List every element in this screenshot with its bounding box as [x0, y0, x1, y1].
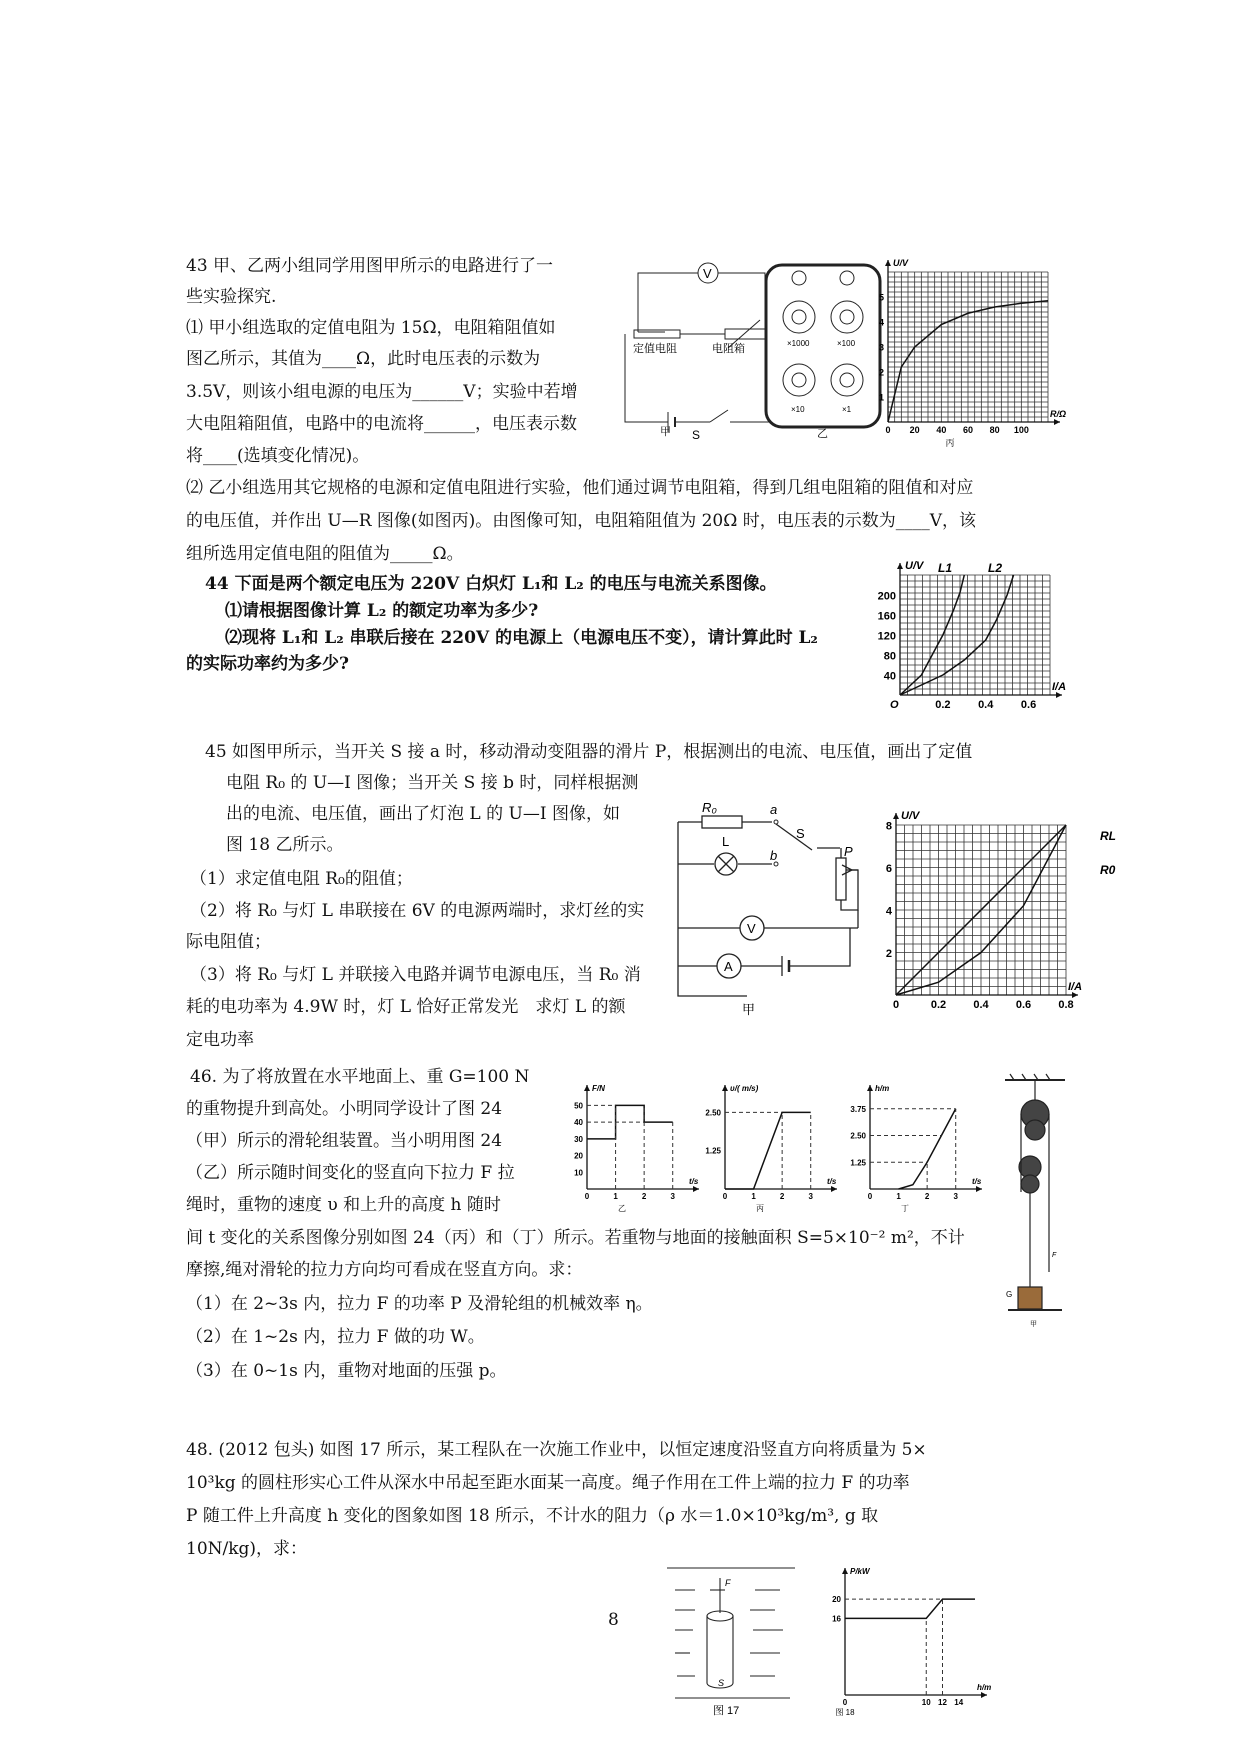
q48-fig17-caption: 图 17 — [713, 1705, 740, 1717]
q46-question-1: （1）在 2~3s 内，拉力 F 的功率 P 及滑轮组的机械效率 η。 — [186, 1294, 653, 1314]
q46-line-1: 46. 为了将放置在水平地面上、重 G=100 N — [190, 1067, 530, 1087]
y-tick-label: 2.50 — [850, 1131, 866, 1141]
q45-question-3c: 定电功率 — [186, 1030, 254, 1050]
y-tick-label: 1 — [878, 392, 884, 403]
q46-line-2: 的重物提升到高处。小明同学设计了图 24 — [186, 1099, 503, 1119]
x-tick-label: 0.6 — [1020, 699, 1037, 711]
y-tick-label: 200 — [877, 590, 896, 603]
x-tick-label: 3 — [670, 1192, 675, 1201]
y-tick-label: 160 — [877, 610, 896, 623]
x-tick-label: 2 — [779, 1192, 785, 1201]
q48-force-label: F — [725, 1578, 731, 1588]
q43-dial-1000: ×1000 — [787, 339, 810, 348]
x-axis-arrow — [693, 1186, 699, 1192]
y-tick-label: 120 — [877, 630, 896, 643]
x-axis-arrow — [1054, 419, 1060, 425]
x-axis-label: t/s — [827, 1177, 837, 1186]
chart-caption: 丁 — [901, 1204, 909, 1213]
q43-circuit-figure — [620, 262, 770, 442]
q46-weight-label: G — [1006, 1290, 1013, 1299]
x-axis-arrow — [981, 1692, 987, 1698]
x-tick-label: 0 — [842, 1698, 848, 1707]
series-line-0 — [845, 1599, 975, 1618]
q43-resistance-box-figure — [763, 262, 883, 432]
y-tick-label: 50 — [574, 1101, 583, 1111]
y-axis-label: U/V — [901, 810, 920, 822]
x-tick-label: 60 — [962, 425, 974, 435]
y-tick-label: 10 — [574, 1168, 583, 1178]
q43-dial-10: ×10 — [791, 405, 805, 414]
q45-line-3: 出的电流、电压值，画出了灯泡 L 的 U—I 图像，如 — [226, 804, 620, 824]
series-line-0 — [899, 1109, 956, 1189]
q46-force-chart — [562, 1075, 702, 1215]
q48-area-label: S — [718, 1678, 725, 1688]
q46-velocity-chart — [700, 1075, 840, 1215]
y-tick-label: 2.50 — [705, 1108, 721, 1118]
q45-question-1: （1）求定值电阻 R₀的阻值； — [190, 869, 413, 889]
q45-switch-label: S — [796, 826, 805, 841]
x-axis-label: t/s — [972, 1177, 982, 1186]
q43-dial-100: ×100 — [837, 339, 856, 348]
x-tick-label: 0 — [867, 1192, 873, 1201]
x-tick-label: 12 — [938, 1698, 947, 1707]
q48-line-3: P 随工件上升高度 h 变化的图象如图 18 所示，不计水的阻力（ρ 水＝1.0×10³kg/m³, g 取 — [186, 1506, 879, 1526]
x-tick-label: 1 — [613, 1192, 618, 1201]
y-tick-label: 80 — [883, 650, 896, 663]
y-tick-label: 1.25 — [705, 1146, 721, 1156]
q46-line-6: 间 t 变化的关系图像分别如图 24（丙）和（丁）所示。若重物与地面的接触面积 S=5×10⁻² m²，不计 — [186, 1228, 965, 1248]
x-tick-label: 0.2 — [935, 699, 951, 711]
x-tick-label: 0.4 — [978, 699, 994, 711]
y-axis-arrow — [867, 1085, 873, 1091]
q45-b-label: b — [770, 848, 778, 863]
x-tick-label: 3 — [808, 1192, 813, 1201]
y-tick-label: 2 — [878, 367, 884, 378]
x-tick-label: 2 — [924, 1192, 930, 1201]
q45-voltmeter-label: V — [747, 921, 756, 936]
q46-pulley-figure — [1000, 1072, 1070, 1337]
y-tick-label: 20 — [574, 1151, 583, 1161]
x-tick-label: 1 — [896, 1192, 901, 1201]
x-axis-label: h/m — [977, 1683, 992, 1692]
x-axis-label: t/s — [689, 1177, 699, 1186]
q46-question-3: （3）在 0~1s 内，重物对地面的压强 p。 — [186, 1361, 507, 1381]
q43-intro-2: 些实验探究. — [186, 287, 277, 307]
y-tick-label: 20 — [832, 1595, 841, 1605]
origin-label: O — [890, 699, 899, 711]
q48-line-2: 10³kg 的圆柱形实心工件从深水中吊起至距水面某一高度。绳子作用在工件上端的拉力 F 的功率 — [186, 1473, 910, 1493]
y-tick-label: 6 — [885, 863, 892, 875]
q43-part1-line4: 大电阻箱阻值，电路中的电流将______，电压表示数 — [186, 414, 577, 434]
q44-heading: 44 下面是两个额定电压为 220V 白炽灯 L₁和 L₂ 的电压与电流关系图像。 — [205, 574, 777, 594]
y-axis-arrow — [893, 813, 899, 819]
y-axis-arrow — [722, 1085, 728, 1091]
y-axis-label: U/V — [905, 560, 924, 572]
q45-circuit-figure — [672, 800, 872, 1020]
q43-part1-line3: 3.5V，则该小组电源的电压为______V；实验中若增 — [186, 382, 578, 402]
x-axis-arrow — [976, 1186, 982, 1192]
y-axis-arrow — [897, 563, 903, 569]
q43-dial-1: ×1 — [842, 405, 852, 414]
y-tick-label: 5 — [878, 292, 884, 303]
q43-switch-label: S — [692, 428, 701, 442]
q44-question-2b: 的实际功率约为多少? — [186, 654, 349, 674]
y-tick-label: 40 — [883, 670, 896, 683]
q45-line-4: 图 18 乙所示。 — [226, 835, 344, 855]
x-tick-label: 0.6 — [1015, 999, 1032, 1011]
chart-caption: 丙 — [756, 1204, 764, 1213]
y-tick-label: 3 — [878, 342, 884, 353]
y-tick-label: 2 — [885, 948, 892, 960]
y-axis-label: P/kW — [850, 1567, 870, 1576]
y-tick-label: 1.25 — [850, 1158, 866, 1168]
q46-line-7: 摩擦,绳对滑轮的拉力方向均可看成在竖直方向。求： — [186, 1260, 583, 1280]
x-tick-label: 2 — [641, 1192, 647, 1201]
x-tick-label: 0 — [722, 1192, 728, 1201]
y-axis-label: F/N — [592, 1084, 605, 1093]
q43-figure-jia-caption: 甲 — [660, 425, 671, 438]
q46-height-chart — [845, 1075, 985, 1215]
q46-line-5: 绳时，重物的速度 υ 和上升的高度 h 随时 — [186, 1195, 501, 1215]
q45-r0-label: R₀ — [702, 800, 717, 815]
y-axis-arrow — [842, 1568, 848, 1574]
x-axis-label: I/A — [1068, 981, 1083, 993]
q45-question-3b: 耗的电功率为 4.9W 时，灯 L 恰好正常发光 求灯 L 的额 — [186, 997, 626, 1017]
x-tick-label: 0 — [885, 425, 891, 435]
q43-voltmeter-label: V — [703, 266, 712, 281]
x-axis-label: R/Ω — [1050, 409, 1067, 419]
q43-part2-line2: 的电压值，并作出 U—R 图像(如图丙)。由图像可知，电阻箱阻值为 20Ω 时，电压表的示数为____V，该 — [186, 511, 977, 531]
y-axis-label: υ/( m/s) — [730, 1084, 759, 1093]
q45-lamp-label: L — [722, 834, 730, 849]
chart-caption: 图 18 — [835, 1708, 855, 1717]
page-number: 8 — [608, 1610, 619, 1630]
q45-p-label: P — [844, 844, 853, 859]
q46-question-2: （2）在 1~2s 内，拉力 F 做的功 W。 — [186, 1327, 485, 1347]
y-tick-label: 4 — [885, 905, 892, 918]
q45-figure-jia-caption: 甲 — [742, 1002, 756, 1017]
q45-question-2b: 际电阻值； — [186, 932, 271, 952]
chart-caption: 丙 — [945, 438, 955, 448]
q43-fixed-resistor-label: 定值电阻 — [633, 343, 677, 355]
y-axis-label: h/m — [875, 1084, 890, 1093]
x-tick-label: 40 — [936, 425, 947, 435]
y-tick-label: 3.75 — [850, 1104, 866, 1114]
series-label: R0 — [1100, 863, 1116, 877]
series-label: L2 — [988, 561, 1003, 575]
q43-figure-yi-caption: 乙 — [817, 427, 828, 440]
q45-ammeter-label: A — [724, 959, 733, 974]
q48-line-1: 48. (2012 包头) 如图 17 所示，某工程队在一次施工作业中，以恒定速度沿竖直方向将质量为 5× — [186, 1440, 927, 1460]
x-tick-label: 3 — [953, 1192, 958, 1201]
q45-line-2: 电阻 R₀ 的 U—I 图像；当开关 S 接 b 时，同样根据测 — [226, 773, 639, 793]
q43-part1-line2: 图乙所示，其值为____Ω，此时电压表的示数为 — [186, 349, 541, 369]
q46-figure-jia-caption: 甲 — [1030, 1321, 1037, 1328]
q43-part2-line1: ⑵ 乙小组选用其它规格的电源和定值电阻进行实验，他们通过调节电阻箱，得到几组电阻箱的阻值和对应 — [186, 478, 974, 498]
q46-line-4: （乙）所示随时间变化的竖直向下拉力 F 拉 — [186, 1163, 515, 1183]
q48-workpiece-figure — [665, 1558, 800, 1718]
x-tick-label: 0 — [892, 999, 900, 1011]
q48-power-chart — [825, 1560, 1000, 1720]
y-axis-label: U/V — [893, 258, 909, 268]
q44-question-1: ⑴请根据图像计算 L₂ 的额定功率为多少? — [225, 601, 539, 621]
y-tick-label: 4 — [878, 317, 884, 328]
x-tick-label: 0.4 — [973, 999, 989, 1011]
q43-intro-1: 43 甲、乙两小组同学用图甲所示的电路进行了一 — [186, 256, 554, 276]
y-axis-arrow — [885, 260, 891, 266]
x-tick-label: 0 — [584, 1192, 590, 1201]
q43-part1-line5: 将____(选填变化情况)。 — [186, 446, 370, 466]
y-tick-label: 16 — [832, 1614, 841, 1624]
chart-caption: 乙 — [618, 1204, 626, 1213]
q48-line-4: 10N/kg)，求： — [186, 1539, 308, 1559]
x-tick-label: 80 — [989, 425, 1000, 435]
q46-force-label: F — [1052, 1252, 1057, 1259]
q46-line-3: （甲）所示的滑轮组装置。当小明用图 24 — [186, 1131, 503, 1151]
series-label: RL — [1100, 829, 1116, 843]
q45-line-1: 45 如图甲所示，当开关 S 接 a 时，移动滑动变阻器的滑片 P，根据测出的电流、电压值，画出了定值 — [205, 742, 973, 762]
x-tick-label: 0.8 — [1058, 999, 1074, 1011]
q43-part2-line3: 组所选用定值电阻的阻值为_____Ω。 — [186, 544, 464, 564]
y-tick-label: 8 — [885, 820, 892, 833]
x-tick-label: 0.2 — [930, 999, 947, 1011]
x-axis-arrow — [831, 1186, 837, 1192]
x-axis-label: I/A — [1052, 681, 1067, 693]
x-tick-label: 20 — [909, 425, 920, 435]
q45-a-label: a — [770, 802, 778, 817]
q43-resistance-box-symbol — [725, 329, 765, 339]
x-tick-label: 14 — [954, 1698, 964, 1707]
q44-question-2a: ⑵现将 L₁和 L₂ 串联后接在 220V 的电源上（电源电压不变），请计算此时 L₂ — [225, 628, 818, 648]
series-label: L1 — [938, 561, 953, 575]
y-axis-arrow — [584, 1085, 590, 1091]
x-tick-label: 1 — [751, 1192, 756, 1201]
q43-resistance-box-label: 电阻箱 — [712, 343, 745, 355]
q44-ui-chart — [858, 560, 1073, 720]
q45-question-3a: （3）将 R₀ 与灯 L 并联接入电路并调节电源电压，当 R₀ 消 — [190, 965, 641, 985]
y-tick-label: 30 — [574, 1134, 583, 1144]
q43-fixed-resistor — [634, 330, 680, 338]
q43-part1-line1: ⑴ 甲小组选取的定值电阻为 15Ω，电阻箱阻值如 — [186, 318, 556, 338]
x-tick-label: 10 — [921, 1698, 931, 1707]
q45-question-2a: （2）将 R₀ 与灯 L 串联接在 6V 的电源两端时，求灯丝的实 — [190, 901, 645, 921]
q45-ui-chart — [868, 780, 1123, 1030]
series-line-0 — [725, 1112, 811, 1189]
y-tick-label: 40 — [574, 1118, 583, 1128]
q43-ur-chart — [870, 252, 1075, 452]
x-tick-label: 100 — [1013, 425, 1029, 435]
